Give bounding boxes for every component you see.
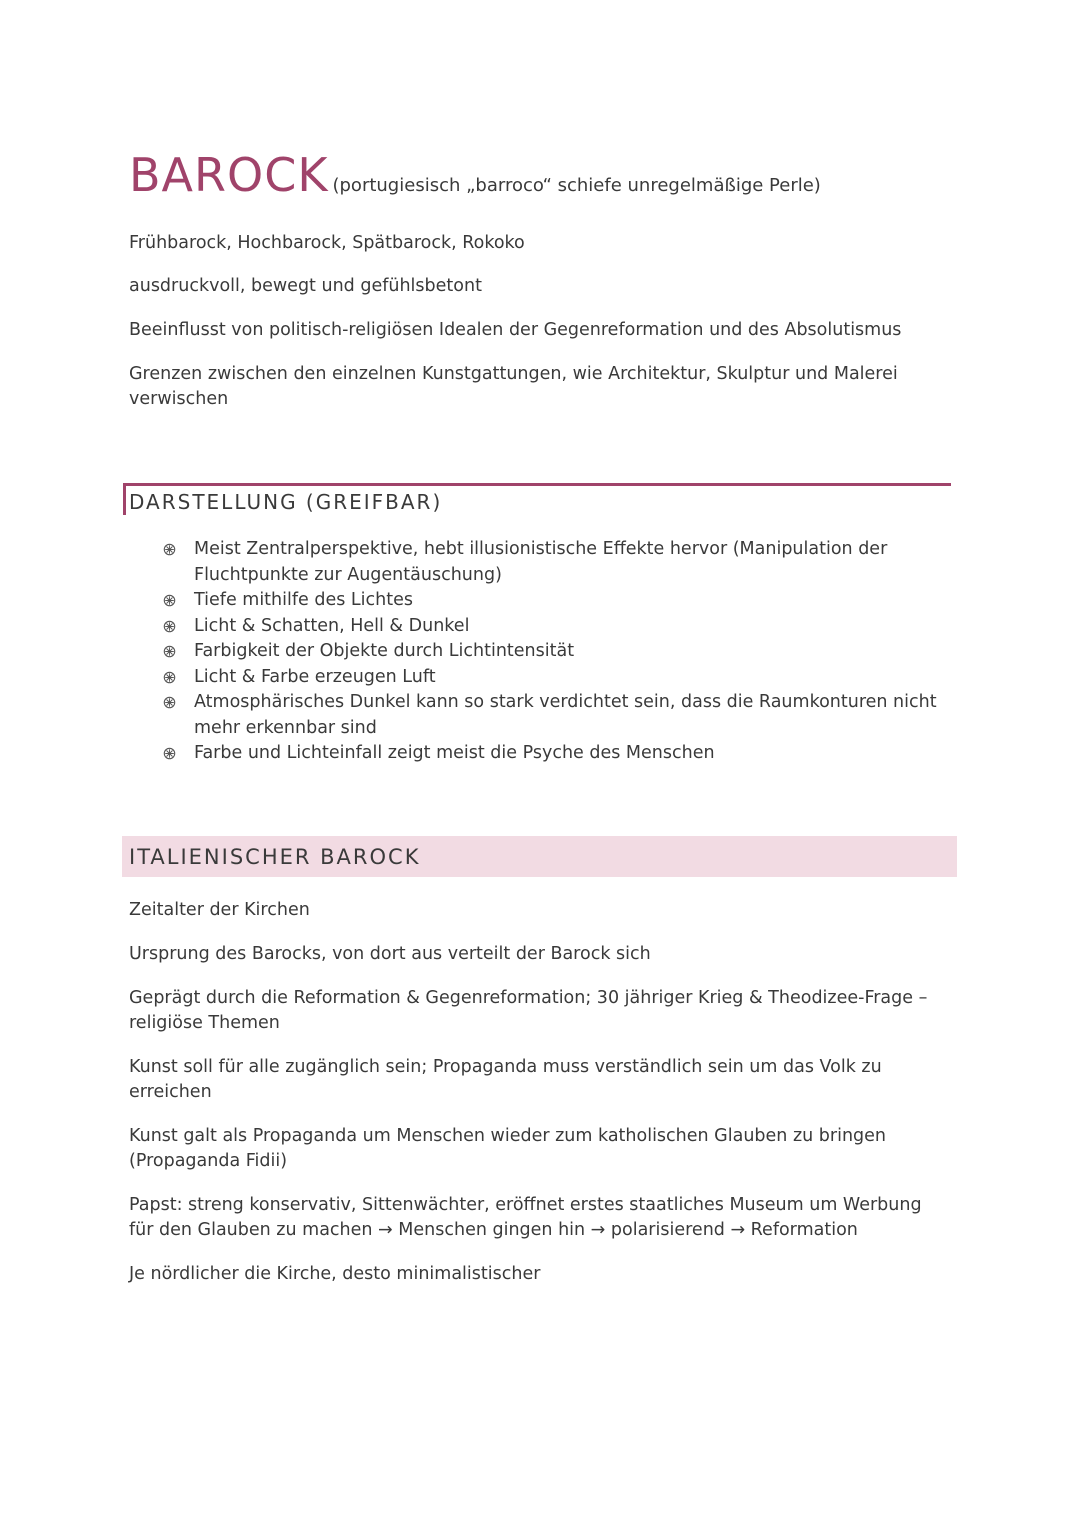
section-heading-darstellung: DARSTELLUNG (GREIFBAR) <box>129 490 443 514</box>
flower-bullet-icon <box>163 696 176 709</box>
bullet-text: Licht & Farbe erzeugen Luft <box>194 666 436 687</box>
list-item <box>160 741 940 767</box>
page-title: BAROCK <box>129 148 329 202</box>
flower-bullet-icon <box>163 594 176 607</box>
list-item <box>160 614 940 640</box>
flower-bullet-icon <box>163 620 176 633</box>
flower-bullet-icon <box>163 747 176 760</box>
italien-paragraph: Zeitalter der Kirchen <box>129 900 310 920</box>
intro-line-boundaries: Grenzen zwischen den einzelnen Kunstgattungen, wie Architektur, Skulptur und Malerei verwischen <box>129 364 898 409</box>
italien-paragraph: Kunst galt als Propaganda um Menschen wieder zum katholischen Glauben zu bringen (Propaganda Fidii) <box>129 1126 887 1171</box>
bullet-text: Farbe und Lichteinfall zeigt meist die Psyche des Menschen <box>194 743 715 763</box>
title-row <box>129 148 821 202</box>
bullet-text: Farbigkeit der Objekte durch Lichtintensität <box>194 641 575 661</box>
italien-paragraph: Je nördlicher die Kirche, desto minimalistischer <box>129 1264 541 1284</box>
flower-bullet-icon <box>163 543 176 556</box>
flower-bullet-icon <box>163 645 176 658</box>
italien-paragraph: Papst: streng konservativ, Sittenwächter, eröffnet erstes staatliches Museum um Werbung für den Glauben zu machen → Menschen gingen hin → polarisierend → Reformation <box>129 1195 922 1240</box>
bullet-text: Meist Zentralperspektive, hebt illusionistische Effekte hervor (Manipulation der Fluchtpunkte zur Augentäuschung) <box>194 539 888 585</box>
intro-line-periods: Frühbarock, Hochbarock, Spätbarock, Rokoko <box>129 233 525 253</box>
list-item <box>160 588 940 614</box>
italien-paragraph: Ursprung des Barocks, von dort aus verteilt der Barock sich <box>129 944 651 964</box>
italien-paragraph: Geprägt durch die Reformation & Gegenreformation; 30 jähriger Krieg & Theodizee-Frage – religiöse Themen <box>129 988 928 1033</box>
bullet-text: Licht & Schatten, Hell & Dunkel <box>194 615 470 636</box>
section-heading-italien: ITALIENISCHER BAROCK <box>129 845 421 869</box>
list-item <box>160 639 940 665</box>
flower-bullet-icon <box>163 671 176 684</box>
list-item <box>160 537 940 588</box>
bullet-text: Atmosphärisches Dunkel kann so stark verdichtet sein, dass die Raumkonturen nicht mehr erkennbar sind <box>194 692 937 738</box>
italien-paragraph: Kunst soll für alle zugänglich sein; Propaganda muss verständlich sein um das Volk zu erreichen <box>129 1057 882 1102</box>
intro-line-character: ausdruckvoll, bewegt und gefühlsbetont <box>129 276 482 296</box>
intro-line-influence: Beeinflusst von politisch-religiösen Idealen der Gegenreformation und des Absolutismus <box>129 320 902 340</box>
list-item <box>160 690 940 741</box>
darstellung-bullet-list <box>160 537 940 767</box>
page-subtitle: (portugiesisch „barroco“ schiefe unregelmäßige Perle) <box>332 175 821 196</box>
bullet-text: Tiefe mithilfe des Lichtes <box>194 590 413 610</box>
list-item <box>160 665 940 691</box>
